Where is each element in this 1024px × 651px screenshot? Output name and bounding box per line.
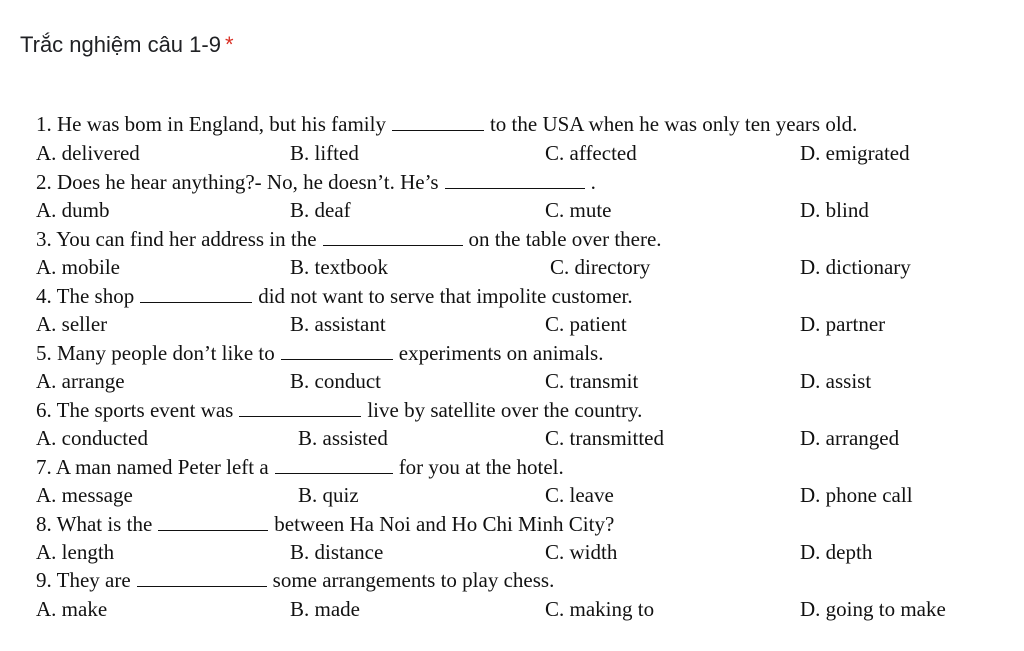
question-3-option-b: B. textbook <box>290 255 388 279</box>
question-4-option-c: C. patient <box>545 312 627 336</box>
question-8-option-a: A. length <box>36 540 115 564</box>
question-title-text: Trắc nghiệm câu 1-9 <box>20 32 221 57</box>
question-3-text-before: 3. You can find her address in the <box>36 227 317 251</box>
question-2-option-d: D. blind <box>800 198 869 222</box>
question-4-stem <box>36 284 633 308</box>
question-3-text-after: on the table over there. <box>468 227 662 251</box>
question-8-option-b: B. distance <box>290 540 384 564</box>
question-6-option-c: C. transmitted <box>545 426 664 450</box>
question-1-option-c: C. affected <box>545 141 637 165</box>
question-5-option-d: D. assist <box>800 369 872 393</box>
question-8-blank <box>158 514 268 531</box>
question-3-stem <box>36 227 662 251</box>
question-6-option-d: D. arranged <box>800 426 900 450</box>
question-4-text-after: did not want to serve that impolite customer. <box>258 284 633 308</box>
question-7-blank <box>275 457 393 474</box>
question-4-option-a: A. seller <box>36 312 108 336</box>
question-9-stem <box>36 568 554 592</box>
question-8-stem <box>36 512 614 536</box>
question-2-option-c: C. mute <box>545 198 612 222</box>
question-1-option-b: B. lifted <box>290 141 359 165</box>
question-2-text-after: . <box>590 170 596 194</box>
question-1-option-d: D. emigrated <box>800 141 910 165</box>
question-7-text-before: 7. A man named Peter left a <box>36 455 269 479</box>
question-8-text-before: 8. What is the <box>36 512 153 536</box>
question-6-text-after: live by satellite over the country. <box>367 398 643 422</box>
question-7-option-b: B. quiz <box>298 483 359 507</box>
question-5-option-c: C. transmit <box>545 369 639 393</box>
question-5-text-after: experiments on animals. <box>398 341 604 365</box>
question-4-option-b: B. assistant <box>290 312 386 336</box>
question-1-stem <box>36 112 857 136</box>
question-7-option-d: D. phone call <box>800 483 913 507</box>
question-7-text-after: for you at the hotel. <box>398 455 564 479</box>
question-9-blank <box>137 570 267 587</box>
question-6-stem <box>36 398 642 422</box>
question-9-option-c: C. making to <box>545 597 655 621</box>
question-1-option-a: A. delivered <box>36 141 140 165</box>
question-5-option-b: B. conduct <box>290 369 381 393</box>
required-asterisk: * <box>224 32 234 57</box>
question-8-text-after: between Ha Noi and Ho Chi Minh City? <box>274 512 615 536</box>
question-4-blank <box>140 286 252 303</box>
question-6-text-before: 6. The sports event was <box>36 398 234 422</box>
question-9-option-b: B. made <box>290 597 360 621</box>
question-6-blank <box>239 400 361 417</box>
question-9-text-after: some arrangements to play chess. <box>272 568 555 592</box>
question-4-option-d: D. partner <box>800 312 886 336</box>
question-2-blank <box>445 172 585 189</box>
question-4-text-before: 4. The shop <box>36 284 135 308</box>
question-6-option-a: A. conducted <box>36 426 148 450</box>
question-8-option-d: D. depth <box>800 540 873 564</box>
question-9-text-before: 9. They are <box>36 568 131 592</box>
question-5-text-before: 5. Many people don’t like to <box>36 341 275 365</box>
question-5-stem <box>36 341 603 365</box>
question-3-option-a: A. mobile <box>36 255 120 279</box>
question-1-blank <box>392 114 484 131</box>
question-2-option-a: A. dumb <box>36 198 110 222</box>
question-2-option-b: B. deaf <box>290 198 351 222</box>
question-5-option-a: A. arrange <box>36 369 125 393</box>
question-3-option-d: D. dictionary <box>800 255 911 279</box>
question-9-option-a: A. make <box>36 597 108 621</box>
question-1-text-before: 1. He was bom in England, but his family <box>36 112 386 136</box>
question-5-blank <box>281 343 393 360</box>
question-2-stem <box>36 170 596 194</box>
question-7-stem <box>36 455 564 479</box>
question-3-option-c: C. directory <box>550 255 651 279</box>
question-1-text-after: to the USA when he was only ten years old. <box>489 112 858 136</box>
question-8-option-c: C. width <box>545 540 618 564</box>
question-2-text-before: 2. Does he hear anything?- No, he doesn’t. He’s <box>36 170 439 194</box>
question-7-option-a: A. message <box>36 483 133 507</box>
question-6-option-b: B. assisted <box>298 426 388 450</box>
question-3-blank <box>323 229 463 246</box>
question-9-option-d: D. going to make <box>800 597 946 621</box>
question-7-option-c: C. leave <box>545 483 614 507</box>
